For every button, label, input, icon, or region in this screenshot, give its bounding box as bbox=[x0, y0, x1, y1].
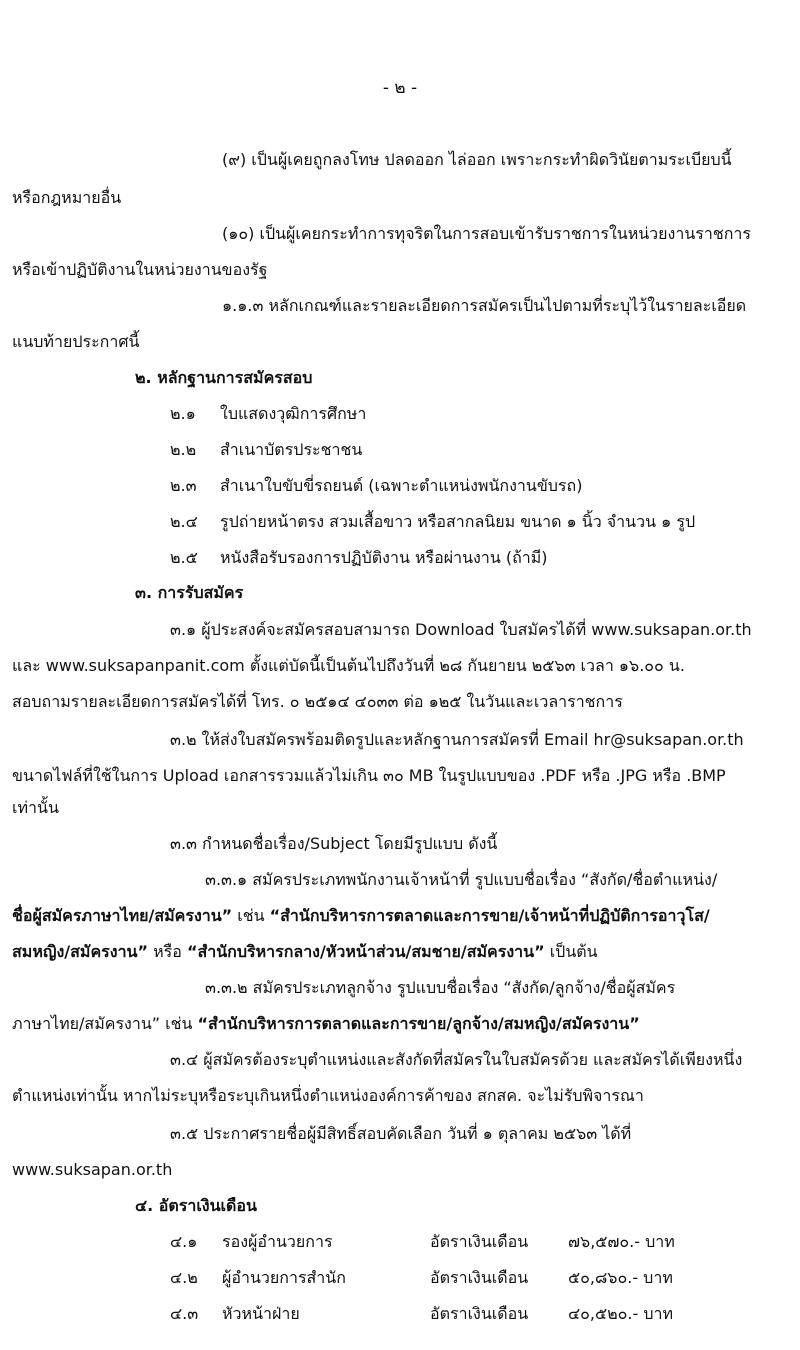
item-text: รูปถ่ายหน้าตรง สวมเสื้อขาว หรือสากลนิยม ขนาด ๑ นิ้ว จำนวน ๑ รูป bbox=[220, 512, 696, 531]
para-332-line2 bbox=[12, 1014, 640, 1034]
salary-item-number: ๔.๑ bbox=[170, 1232, 198, 1251]
salary-position: ผู้อำนวยการสำนัก bbox=[222, 1268, 346, 1287]
section-4-heading: ๔. อัตราเงินเดือน bbox=[135, 1196, 257, 1215]
item-number: ๒.๔ bbox=[170, 512, 198, 531]
example-subject-bold: “สำนักบริหารการตลาดและการขาย/เจ้าหน้าที่ปฏิบัติการอาวุโส/ bbox=[269, 906, 710, 925]
para-113-line2: แนบท้ายประกาศนี้ bbox=[12, 332, 140, 351]
connector-text: ภาษาไทย/สมัครงาน” เช่น bbox=[12, 1014, 198, 1033]
item-text: ใบแสดงวุฒิการศึกษา bbox=[220, 404, 367, 423]
list-item bbox=[170, 548, 548, 568]
para-33: ๓.๓ กำหนดชื่อเรื่อง/Subject โดยมีรูปแบบ ดังนี้ bbox=[170, 834, 498, 853]
salary-row bbox=[0, 1304, 800, 1326]
salary-amount: ๕๐,๘๖๐.- บาท bbox=[568, 1268, 673, 1287]
example-subject-bold: สมหญิง/สมัครงาน” bbox=[12, 942, 149, 961]
salary-amount: ๗๖,๕๗๐.- บาท bbox=[568, 1232, 675, 1251]
item-text: สำเนาใบขับขี่รถยนต์ (เฉพาะตำแหน่งพนักงานขับรถ) bbox=[220, 476, 583, 495]
para-331-line1: ๓.๓.๑ สมัครประเภทพนักงานเจ้าหน้าที่ รูปแบบชื่อเรื่อง “สังกัด/ชื่อตำแหน่ง/ bbox=[205, 870, 718, 889]
page-number: - ๒ - bbox=[382, 78, 418, 98]
section-2-heading: ๒. หลักฐานการสมัครสอบ bbox=[135, 368, 313, 387]
salary-row bbox=[0, 1232, 800, 1254]
salary-position: หัวหน้าฝ่าย bbox=[222, 1304, 300, 1323]
para-35-line1: ๓.๕ ประกาศรายชื่อผู้มีสิทธิ์สอบคัดเลือก วันที่ ๑ ตุลาคม ๒๕๖๓ ได้ที่ bbox=[170, 1124, 632, 1143]
para-331-line2 bbox=[12, 906, 710, 926]
salary-label: อัตราเงินเดือน bbox=[430, 1304, 529, 1323]
list-item bbox=[170, 512, 695, 532]
para-331-line3 bbox=[12, 942, 598, 962]
salary-row bbox=[0, 1268, 800, 1290]
para-34-line1: ๓.๔ ผู้สมัครต้องระบุตำแหน่งและสังกัดที่สมัครในใบสมัครด้วย และสมัครได้เพียงหนึ่ง bbox=[170, 1050, 743, 1069]
list-item bbox=[170, 404, 366, 424]
item-text: สำเนาบัตรประชาชน bbox=[220, 440, 363, 459]
item-number: ๒.๒ bbox=[170, 440, 197, 459]
para-10-line1: (๑๐) เป็นผู้เคยกระทำการทุจริตในการสอบเข้ารับราชการในหน่วยงานราชการ bbox=[222, 224, 751, 243]
section-3-heading: ๓. การรับสมัคร bbox=[135, 583, 244, 602]
salary-label: อัตราเงินเดือน bbox=[430, 1268, 529, 1287]
connector-text: เช่น bbox=[232, 906, 270, 925]
para-35-line2: www.suksapan.or.th bbox=[12, 1160, 173, 1179]
para-10-line2: หรือเข้าปฏิบัติงานในหน่วยงานของรัฐ bbox=[12, 260, 268, 279]
salary-label: อัตราเงินเดือน bbox=[430, 1232, 529, 1251]
example-format-bold: ชื่อผู้สมัครภาษาไทย/สมัครงาน” bbox=[12, 906, 233, 925]
connector-text: หรือ bbox=[148, 942, 187, 961]
salary-item-number: ๔.๒ bbox=[170, 1268, 198, 1287]
para-9-line1: (๙) เป็นผู้เคยถูกลงโทษ ปลดออก ไล่ออก เพราะกระทำผิดวินัยตามระเบียบนี้ bbox=[222, 150, 732, 169]
para-32-line1: ๓.๒ ให้ส่งใบสมัครพร้อมติดรูปและหลักฐานการสมัครที่ Email hr@suksapan.or.th bbox=[170, 730, 744, 749]
para-31-line3: สอบถามรายละเอียดการสมัครได้ที่ โทร. ๐ ๒๕๑๔ ๔๐๓๓ ต่อ ๑๒๕ ในวันและเวลาราชการ bbox=[12, 692, 623, 711]
para-31-line1: ๓.๑ ผู้ประสงค์จะสมัครสอบสามารถ Download ใบสมัครได้ที่ www.suksapan.or.th bbox=[170, 620, 752, 639]
para-32-line3: เท่านั้น bbox=[12, 798, 59, 817]
salary-position: รองผู้อำนวยการ bbox=[222, 1232, 333, 1251]
example-subject-bold: “สำนักบริหารการตลาดและการขาย/ลูกจ้าง/สมหญิง/สมัครงาน” bbox=[197, 1014, 640, 1033]
example-subject-bold: “สำนักบริหารกลาง/หัวหน้าส่วน/สมชาย/สมัครงาน” bbox=[186, 942, 545, 961]
para-113-line1: ๑.๑.๓ หลักเกณฑ์และรายละเอียดการสมัครเป็นไปตามที่ระบุไว้ในรายละเอียด bbox=[222, 296, 747, 315]
item-number: ๒.๕ bbox=[170, 548, 198, 567]
item-number: ๒.๑ bbox=[170, 404, 196, 423]
para-9-line2: หรือกฎหมายอื่น bbox=[12, 188, 122, 207]
para-332-line1: ๓.๓.๒ สมัครประเภทลูกจ้าง รูปแบบชื่อเรื่อง “สังกัด/ลูกจ้าง/ชื่อผู้สมัคร bbox=[205, 978, 676, 997]
item-text: หนังสือรับรองการปฏิบัติงาน หรือผ่านงาน (ถ้ามี) bbox=[220, 548, 548, 567]
list-item bbox=[170, 440, 362, 460]
para-31-line2: และ www.suksapanpanit.com ตั้งแต่บัดนี้เป็นต้นไปถึงวันที่ ๒๘ กันยายน ๒๕๖๓ เวลา ๑๖.๐๐ น. bbox=[12, 656, 685, 675]
salary-item-number: ๔.๓ bbox=[170, 1304, 199, 1323]
list-item bbox=[170, 476, 582, 496]
salary-amount: ๔๐,๕๒๐.- บาท bbox=[568, 1304, 674, 1323]
para-32-line2: ขนาดไฟล์ที่ใช้ในการ Upload เอกสารรวมแล้วไม่เกิน ๓๐ MB ในรูปแบบของ .PDF หรือ .JPG หรือ .BMP bbox=[12, 766, 726, 785]
para-34-line2: ตำแหน่งเท่านั้น หากไม่ระบุหรือระบุเกินหนึ่งตำแหน่งองค์การค้าของ สกสค. จะไม่รับพิจารณา bbox=[12, 1086, 644, 1105]
item-number: ๒.๓ bbox=[170, 476, 197, 495]
connector-text: เป็นต้น bbox=[544, 942, 598, 961]
